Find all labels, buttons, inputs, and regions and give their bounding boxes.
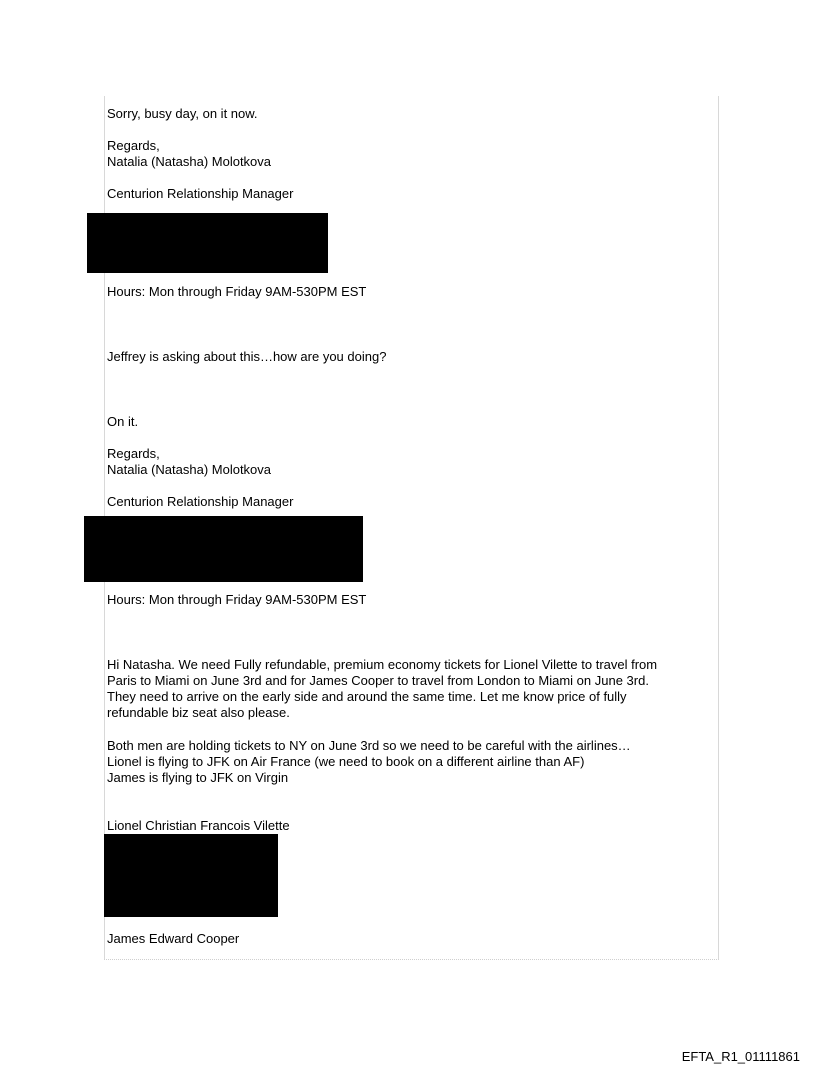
email3-regards: Regards, [107,446,160,461]
email3-sender-name: Natalia (Natasha) Molotkova [107,462,272,477]
email2-body: Jeffrey is asking about this…how are you doing? [107,349,387,364]
email1-sender-title: Centurion Relationship Manager [107,186,294,201]
traveler-1-name: Lionel Christian Francois Vilette [107,818,290,833]
document-id: EFTA_R1_01111861 [681,1049,800,1064]
traveler-2-name: James Edward Cooper [107,931,240,946]
email4-para1-line3: They need to arrive on the early side and around the same time. Let me know price of fully [107,689,627,704]
email1-sender-name: Natalia (Natasha) Molotkova [107,154,272,169]
email4-para2-line1: Both men are holding tickets to NY on June 3rd so we need to be careful with the airlines… [107,738,631,753]
email1-regards: Regards, [107,138,160,153]
redaction-box-1 [87,213,328,273]
redaction-box-3 [104,834,278,917]
email1-hours: Hours: Mon through Friday 9AM-530PM EST [107,284,367,299]
email4-para1-line2: Paris to Miami on June 3rd and for James Cooper to travel from London to Miami on June 3rd. [107,673,649,688]
email3-body: On it. [107,414,139,429]
redaction-box-2 [84,516,363,582]
email4-para1-line1: Hi Natasha. We need Fully refundable, premium economy tickets for Lionel Vilette to travel from [107,657,658,672]
email4-para1-line4: refundable biz seat also please. [107,705,290,720]
email1-body: Sorry, busy day, on it now. [107,106,258,121]
email4-para2-line3: James is flying to JFK on Virgin [107,770,289,785]
email4-para2-line2: Lionel is flying to JFK on Air France (we need to book on a different airline than AF) [107,754,585,769]
email3-hours: Hours: Mon through Friday 9AM-530PM EST [107,592,367,607]
email3-sender-title: Centurion Relationship Manager [107,494,294,509]
